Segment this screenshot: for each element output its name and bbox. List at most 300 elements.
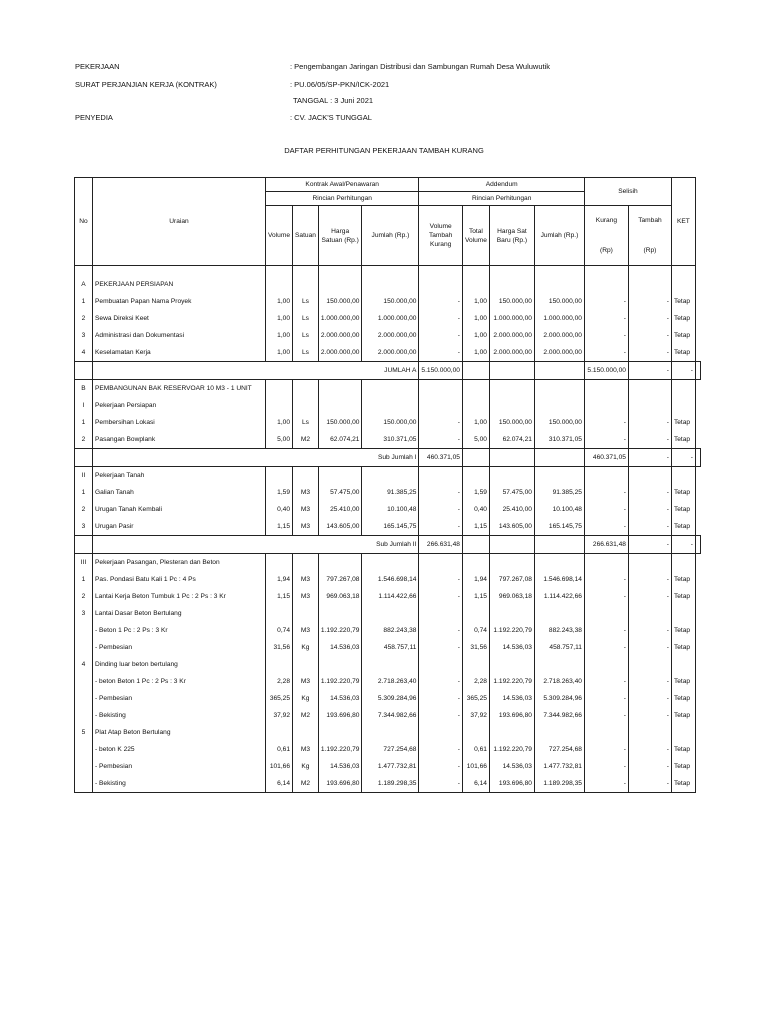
cell-vol: 1,15 bbox=[266, 588, 293, 605]
cell-vt: - bbox=[419, 690, 463, 707]
cell-no: II bbox=[75, 467, 93, 485]
tambah-kurang-table bbox=[74, 177, 701, 793]
cell-harga bbox=[318, 276, 362, 293]
cell-jumlah: 7.344.982,66 bbox=[362, 707, 419, 724]
cell-sat: M2 bbox=[293, 707, 319, 724]
cell-harga: 57.475,00 bbox=[318, 484, 362, 501]
cell-tambah bbox=[628, 380, 671, 398]
cell-vol bbox=[266, 656, 293, 673]
cell-vt: - bbox=[419, 639, 463, 656]
cell-jadd: 727.254,68 bbox=[534, 741, 584, 758]
cell-uraian: - Beton 1 Pc : 2 Ps : 3 Kr bbox=[93, 622, 266, 639]
total-label: Sub Jumlah I bbox=[93, 449, 419, 467]
cell-harga: 14.536,03 bbox=[318, 639, 362, 656]
cell-hsb: 57.475,00 bbox=[489, 484, 534, 501]
table-row bbox=[75, 639, 701, 656]
cell-jadd: 150.000,00 bbox=[534, 414, 584, 431]
cell-jumlah: 1.546.698,14 bbox=[362, 571, 419, 588]
cell-vol: 0,74 bbox=[266, 622, 293, 639]
col-kontrak-rincian: Rincian Perhitungan bbox=[266, 192, 419, 206]
col-uraian: Uraian bbox=[93, 178, 266, 266]
cell-jadd: 1.000.000,00 bbox=[534, 310, 584, 327]
cell-hsb: 1.000.000,00 bbox=[489, 310, 534, 327]
cell-jadd: 2.718.263,40 bbox=[534, 673, 584, 690]
table-row bbox=[75, 327, 701, 344]
cell-vol bbox=[266, 380, 293, 398]
cell-jadd bbox=[534, 397, 584, 414]
cell-uraian: Pas. Pondasi Batu Kali 1 Pc : 4 Ps bbox=[93, 571, 266, 588]
cell-no: 1 bbox=[75, 571, 93, 588]
cell-tv: 1,59 bbox=[462, 484, 489, 501]
cell-vol bbox=[266, 397, 293, 414]
pekerjaan-value: : Pengembangan Jaringan Distribusi dan Sambungan Rumah Desa Wuluwutik bbox=[290, 62, 551, 71]
cell-tambah bbox=[628, 724, 671, 741]
cell-tv: 2,28 bbox=[462, 673, 489, 690]
cell-harga: 25.410,00 bbox=[318, 501, 362, 518]
cell-kurang bbox=[584, 397, 628, 414]
cell-vt: - bbox=[419, 501, 463, 518]
cell-ket: Tetap bbox=[671, 622, 695, 639]
cell-kurang: - bbox=[584, 310, 628, 327]
cell-vt bbox=[419, 656, 463, 673]
table-row bbox=[75, 414, 701, 431]
cell-hsb: 797.267,08 bbox=[489, 571, 534, 588]
cell-hsb bbox=[489, 397, 534, 414]
col-total-volume: Total Volume bbox=[462, 206, 489, 266]
cell-kurang bbox=[584, 605, 628, 622]
cell-hsb bbox=[489, 554, 534, 572]
cell-vol: 1,00 bbox=[266, 414, 293, 431]
cell-sat: M2 bbox=[293, 431, 319, 449]
cell-sat: M3 bbox=[293, 571, 319, 588]
cell-uraian: - Bekisting bbox=[93, 775, 266, 793]
col-ket: KET bbox=[671, 178, 695, 266]
section-row bbox=[75, 605, 701, 622]
section-row bbox=[75, 467, 701, 485]
cell-ket bbox=[671, 276, 695, 293]
cell-tv: 1,00 bbox=[462, 327, 489, 344]
table-row bbox=[75, 431, 701, 449]
cell-sat: Ls bbox=[293, 310, 319, 327]
col-volume-tambah-kurang: Volume Tambah Kurang bbox=[419, 206, 463, 266]
cell-harga bbox=[318, 467, 362, 485]
cell-no: A bbox=[75, 276, 93, 293]
cell-uraian: Administrasi dan Dokumentasi bbox=[93, 327, 266, 344]
cell-uraian: PEMBANGUNAN BAK RESERVOAR 10 M3 - 1 UNIT bbox=[93, 380, 266, 398]
cell-vt: - bbox=[419, 327, 463, 344]
cell-vol bbox=[266, 467, 293, 485]
cell-kurang bbox=[584, 554, 628, 572]
penyedia-value: : CV. JACK'S TUNGGAL bbox=[290, 113, 372, 122]
cell-jumlah: 2.000.000,00 bbox=[362, 344, 419, 362]
cell-tambah: - bbox=[628, 707, 671, 724]
cell-vol: 365,25 bbox=[266, 690, 293, 707]
cell-kurang: - bbox=[584, 707, 628, 724]
cell-tambah: - bbox=[628, 741, 671, 758]
cell-hsb: 14.536,03 bbox=[489, 690, 534, 707]
spk-label: SURAT PERJANJIAN KERJA (KONTRAK) bbox=[75, 80, 217, 89]
cell-harga: 1.192.220,79 bbox=[318, 673, 362, 690]
cell-harga bbox=[318, 605, 362, 622]
cell-jumlah: 1.477.732,81 bbox=[362, 758, 419, 775]
cell-ket bbox=[671, 467, 695, 485]
cell-sat: M3 bbox=[293, 741, 319, 758]
cell-jumlah: 1.000.000,00 bbox=[362, 310, 419, 327]
cell-tv: 1,00 bbox=[462, 310, 489, 327]
cell-vol bbox=[266, 724, 293, 741]
cell-hsb: 1.192.220,79 bbox=[489, 741, 534, 758]
cell-vt bbox=[419, 724, 463, 741]
total-kurang: - bbox=[628, 536, 671, 554]
cell-tambah: - bbox=[628, 344, 671, 362]
table-row bbox=[75, 775, 701, 793]
cell-sat: M3 bbox=[293, 484, 319, 501]
cell-jumlah: 150.000,00 bbox=[362, 293, 419, 310]
table-row bbox=[75, 707, 701, 724]
cell-no: 2 bbox=[75, 588, 93, 605]
cell-no: 4 bbox=[75, 656, 93, 673]
cell-uraian: Pekerjaan Pasangan, Plesteran dan Beton bbox=[93, 554, 266, 572]
cell-tv bbox=[462, 467, 489, 485]
document-title: DAFTAR PERHITUNGAN PEKERJAAN TAMBAH KURANG bbox=[284, 146, 484, 155]
cell-vol bbox=[266, 554, 293, 572]
cell-vol: 0,61 bbox=[266, 741, 293, 758]
table-row bbox=[75, 484, 701, 501]
cell-tv: 31,56 bbox=[462, 639, 489, 656]
cell-vt: - bbox=[419, 310, 463, 327]
cell-no bbox=[75, 622, 93, 639]
table-row bbox=[75, 622, 701, 639]
cell-jadd: 1.477.732,81 bbox=[534, 758, 584, 775]
cell-vt: - bbox=[419, 484, 463, 501]
cell-ket: Tetap bbox=[671, 327, 695, 344]
cell-harga: 193.696,80 bbox=[318, 775, 362, 793]
table-row bbox=[75, 588, 701, 605]
cell-tambah: - bbox=[628, 775, 671, 793]
cell-sat bbox=[293, 724, 319, 741]
cell-vt: - bbox=[419, 518, 463, 536]
cell-no bbox=[75, 775, 93, 793]
col-selisih: Selisih bbox=[584, 178, 671, 206]
cell-jadd bbox=[534, 656, 584, 673]
cell-jadd: 165.145,75 bbox=[534, 518, 584, 536]
cell-ket: Tetap bbox=[671, 673, 695, 690]
cell-ket: Tetap bbox=[671, 414, 695, 431]
cell-vt: - bbox=[419, 571, 463, 588]
cell-ket bbox=[671, 380, 695, 398]
cell-harga: 62.074,21 bbox=[318, 431, 362, 449]
table-row bbox=[75, 501, 701, 518]
cell-vt: - bbox=[419, 775, 463, 793]
table-row bbox=[75, 310, 701, 327]
total-tambah: - bbox=[671, 362, 695, 380]
cell-hsb: 14.536,03 bbox=[489, 758, 534, 775]
cell-tv: 1,94 bbox=[462, 571, 489, 588]
cell-vt: - bbox=[419, 344, 463, 362]
cell-uraian: - Pembesian bbox=[93, 690, 266, 707]
cell-jumlah: 882.243,38 bbox=[362, 622, 419, 639]
cell-ket: Tetap bbox=[671, 588, 695, 605]
cell-hsb: 62.074,21 bbox=[489, 431, 534, 449]
cell-tambah: - bbox=[628, 673, 671, 690]
section-row bbox=[75, 656, 701, 673]
cell-jadd: 2.000.000,00 bbox=[534, 327, 584, 344]
cell-sat bbox=[293, 380, 319, 398]
cell-harga: 150.000,00 bbox=[318, 293, 362, 310]
cell-no: 1 bbox=[75, 484, 93, 501]
cell-jumlah: 727.254,68 bbox=[362, 741, 419, 758]
cell-hsb: 193.696,80 bbox=[489, 707, 534, 724]
cell-hsb: 193.696,80 bbox=[489, 775, 534, 793]
cell-tambah bbox=[628, 276, 671, 293]
cell-kurang: - bbox=[584, 588, 628, 605]
total-jumlah-addendum: 5.150.000,00 bbox=[584, 362, 628, 380]
cell-tambah: - bbox=[628, 571, 671, 588]
pekerjaan-label: PEKERJAAN bbox=[75, 62, 120, 71]
cell-tv bbox=[462, 397, 489, 414]
cell-sat: Ls bbox=[293, 344, 319, 362]
cell-harga: 150.000,00 bbox=[318, 414, 362, 431]
cell-uraian: Lantai Dasar Beton Bertulang bbox=[93, 605, 266, 622]
cell-kurang: - bbox=[584, 518, 628, 536]
cell-tv: 365,25 bbox=[462, 690, 489, 707]
cell-hsb: 150.000,00 bbox=[489, 293, 534, 310]
cell-vt: - bbox=[419, 588, 463, 605]
total-row bbox=[75, 449, 701, 467]
cell-ket bbox=[671, 397, 695, 414]
cell-vt: - bbox=[419, 414, 463, 431]
cell-vol: 1,15 bbox=[266, 518, 293, 536]
cell-jumlah: 310.371,05 bbox=[362, 431, 419, 449]
cell-sat bbox=[293, 605, 319, 622]
cell-vol: 0,40 bbox=[266, 501, 293, 518]
cell-vol: 1,00 bbox=[266, 293, 293, 310]
cell-sat bbox=[293, 276, 319, 293]
cell-harga: 1.192.220,79 bbox=[318, 622, 362, 639]
table-row bbox=[75, 518, 701, 536]
cell-jumlah bbox=[362, 397, 419, 414]
col-kurang-unit: (Rp) bbox=[584, 236, 628, 266]
cell-tv bbox=[462, 605, 489, 622]
cell-sat bbox=[293, 397, 319, 414]
cell-jumlah bbox=[362, 467, 419, 485]
cell-jumlah: 91.385,25 bbox=[362, 484, 419, 501]
cell-ket: Tetap bbox=[671, 293, 695, 310]
cell-tv: 1,00 bbox=[462, 344, 489, 362]
cell-vt: - bbox=[419, 431, 463, 449]
cell-harga: 143.605,00 bbox=[318, 518, 362, 536]
cell-tv: 37,92 bbox=[462, 707, 489, 724]
cell-hsb: 2.000.000,00 bbox=[489, 327, 534, 344]
cell-hsb: 1.192.220,79 bbox=[489, 673, 534, 690]
cell-ket: Tetap bbox=[671, 310, 695, 327]
cell-hsb: 14.536,03 bbox=[489, 639, 534, 656]
cell-kurang: - bbox=[584, 758, 628, 775]
cell-vt bbox=[419, 276, 463, 293]
cell-no bbox=[75, 758, 93, 775]
cell-hsb: 150.000,00 bbox=[489, 414, 534, 431]
table-row bbox=[75, 293, 701, 310]
cell-hsb: 25.410,00 bbox=[489, 501, 534, 518]
cell-no: III bbox=[75, 554, 93, 572]
cell-ket: Tetap bbox=[671, 758, 695, 775]
cell-ket: Tetap bbox=[671, 690, 695, 707]
cell-tv: 1,15 bbox=[462, 588, 489, 605]
cell-no: 1 bbox=[75, 414, 93, 431]
cell-harga: 2.000.000,00 bbox=[318, 327, 362, 344]
total-row bbox=[75, 536, 701, 554]
col-jumlah-addendum: Jumlah (Rp.) bbox=[534, 206, 584, 266]
cell-no: 2 bbox=[75, 310, 93, 327]
cell-no: 3 bbox=[75, 327, 93, 344]
total-jumlah-addendum: 460.371,05 bbox=[584, 449, 628, 467]
cell-jumlah bbox=[362, 554, 419, 572]
cell-tambah bbox=[628, 554, 671, 572]
col-kurang: Kurang bbox=[584, 206, 628, 236]
cell-vt bbox=[419, 605, 463, 622]
cell-sat: M3 bbox=[293, 518, 319, 536]
cell-vt: - bbox=[419, 707, 463, 724]
total-row bbox=[75, 362, 701, 380]
cell-jadd bbox=[534, 605, 584, 622]
section-row bbox=[75, 724, 701, 741]
cell-sat bbox=[293, 656, 319, 673]
cell-uraian: - Pembesian bbox=[93, 758, 266, 775]
cell-no: 3 bbox=[75, 518, 93, 536]
total-label: JUMLAH A bbox=[93, 362, 419, 380]
cell-ket: Tetap bbox=[671, 571, 695, 588]
cell-jumlah: 1.114.422,66 bbox=[362, 588, 419, 605]
cell-jumlah bbox=[362, 656, 419, 673]
cell-hsb bbox=[489, 380, 534, 398]
cell-no bbox=[75, 639, 93, 656]
cell-hsb bbox=[489, 467, 534, 485]
cell-uraian: Pasangan Bowplank bbox=[93, 431, 266, 449]
cell-harga: 1.192.220,79 bbox=[318, 741, 362, 758]
cell-sat: M3 bbox=[293, 501, 319, 518]
cell-uraian: Urugan Pasir bbox=[93, 518, 266, 536]
cell-sat: M3 bbox=[293, 588, 319, 605]
cell-vol bbox=[266, 276, 293, 293]
cell-tambah: - bbox=[628, 690, 671, 707]
cell-tv bbox=[462, 724, 489, 741]
cell-vt bbox=[419, 380, 463, 398]
cell-ket: Tetap bbox=[671, 484, 695, 501]
col-jumlah: Jumlah (Rp.) bbox=[362, 206, 419, 266]
cell-uraian: Pembuatan Papan Nama Proyek bbox=[93, 293, 266, 310]
cell-ket bbox=[671, 724, 695, 741]
cell-harga: 1.000.000,00 bbox=[318, 310, 362, 327]
col-addendum: Addendum bbox=[419, 178, 585, 192]
cell-harga: 969.063,18 bbox=[318, 588, 362, 605]
cell-vol: 1,00 bbox=[266, 327, 293, 344]
cell-jadd bbox=[534, 276, 584, 293]
cell-vol: 1,00 bbox=[266, 310, 293, 327]
cell-kurang: - bbox=[584, 344, 628, 362]
cell-no: B bbox=[75, 380, 93, 398]
cell-harga bbox=[318, 397, 362, 414]
cell-uraian: Galian Tanah bbox=[93, 484, 266, 501]
col-addendum-rincian: Rincian Perhitungan bbox=[419, 192, 585, 206]
cell-tv: 1,00 bbox=[462, 414, 489, 431]
col-harga-sat-baru: Harga Sat Baru (Rp.) bbox=[489, 206, 534, 266]
cell-hsb bbox=[489, 276, 534, 293]
cell-vol bbox=[266, 605, 293, 622]
cell-harga: 2.000.000,00 bbox=[318, 344, 362, 362]
cell-kurang: - bbox=[584, 414, 628, 431]
cell-vol: 1,59 bbox=[266, 484, 293, 501]
cell-hsb bbox=[489, 724, 534, 741]
col-volume: Volume bbox=[266, 206, 293, 266]
cell-ket bbox=[671, 554, 695, 572]
cell-hsb: 969.063,18 bbox=[489, 588, 534, 605]
total-jumlah-addendum: 266.631,48 bbox=[584, 536, 628, 554]
cell-vol: 31,56 bbox=[266, 639, 293, 656]
cell-tambah bbox=[628, 467, 671, 485]
cell-jadd bbox=[534, 554, 584, 572]
cell-uraian: Sewa Direksi Keet bbox=[93, 310, 266, 327]
cell-sat: M3 bbox=[293, 673, 319, 690]
col-tambah-unit: (Rp) bbox=[628, 236, 671, 266]
cell-tambah: - bbox=[628, 310, 671, 327]
cell-tv bbox=[462, 656, 489, 673]
cell-jadd: 91.385,25 bbox=[534, 484, 584, 501]
cell-sat: Ls bbox=[293, 327, 319, 344]
cell-hsb bbox=[489, 656, 534, 673]
cell-uraian: - beton Beton 1 Pc : 2 Ps : 3 Kr bbox=[93, 673, 266, 690]
table-row bbox=[75, 690, 701, 707]
section-row bbox=[75, 380, 701, 398]
total-label: Sub Jumlah II bbox=[93, 536, 419, 554]
cell-sat: Kg bbox=[293, 690, 319, 707]
cell-no: 1 bbox=[75, 293, 93, 310]
cell-no bbox=[75, 690, 93, 707]
cell-jadd: 1.189.298,35 bbox=[534, 775, 584, 793]
cell-no: 3 bbox=[75, 605, 93, 622]
cell-jumlah: 5.309.284,96 bbox=[362, 690, 419, 707]
cell-uraian: Lantai Kerja Beton Tumbuk 1 Pc : 2 Ps : 3 Kr bbox=[93, 588, 266, 605]
table-row bbox=[75, 571, 701, 588]
cell-sat: Ls bbox=[293, 414, 319, 431]
cell-no: 4 bbox=[75, 344, 93, 362]
table-row bbox=[75, 758, 701, 775]
cell-tambah: - bbox=[628, 588, 671, 605]
cell-kurang bbox=[584, 656, 628, 673]
cell-sat: Ls bbox=[293, 293, 319, 310]
cell-uraian: PEKERJAAN PERSIAPAN bbox=[93, 276, 266, 293]
cell-tv: 0,74 bbox=[462, 622, 489, 639]
cell-jadd: 10.100,48 bbox=[534, 501, 584, 518]
cell-uraian: Keselamatan Kerja bbox=[93, 344, 266, 362]
cell-jumlah: 2.000.000,00 bbox=[362, 327, 419, 344]
cell-kurang bbox=[584, 380, 628, 398]
cell-tambah: - bbox=[628, 327, 671, 344]
cell-no: 5 bbox=[75, 724, 93, 741]
cell-jumlah bbox=[362, 605, 419, 622]
cell-hsb: 143.605,00 bbox=[489, 518, 534, 536]
col-harga-satuan: Harga Satuan (Rp.) bbox=[318, 206, 362, 266]
cell-jadd: 2.000.000,00 bbox=[534, 344, 584, 362]
cell-no bbox=[75, 707, 93, 724]
cell-jumlah bbox=[362, 724, 419, 741]
cell-kurang bbox=[584, 467, 628, 485]
cell-jadd: 150.000,00 bbox=[534, 293, 584, 310]
cell-jumlah: 10.100,48 bbox=[362, 501, 419, 518]
cell-harga bbox=[318, 554, 362, 572]
cell-kurang: - bbox=[584, 484, 628, 501]
cell-ket bbox=[671, 605, 695, 622]
cell-ket: Tetap bbox=[671, 639, 695, 656]
